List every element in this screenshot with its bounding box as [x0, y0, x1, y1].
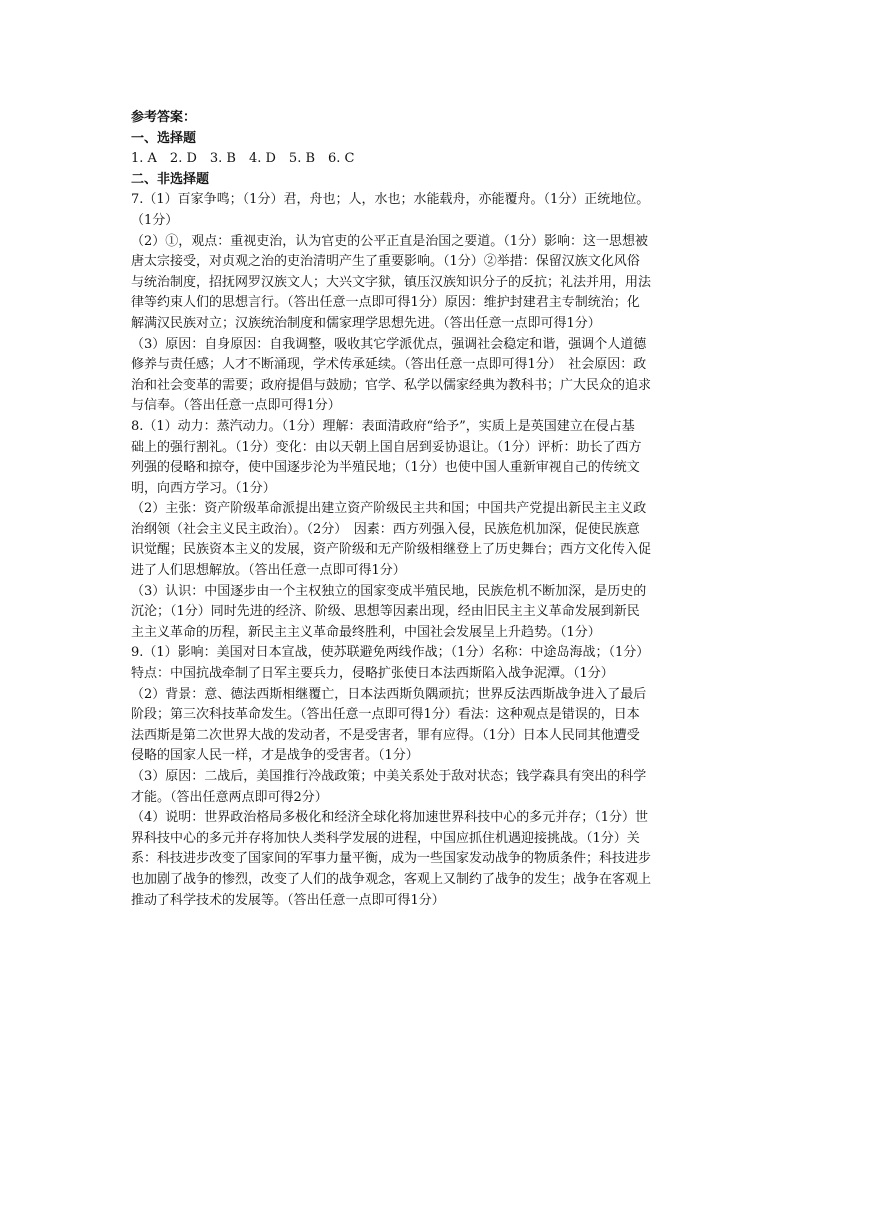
text-line: 沉沦；（1分）同时先进的经济、阶级、思想等因素出现，经由旧民主主义革命发展到新民 [131, 604, 640, 620]
text-line: （3）原因：自身原因：自我调整，吸收其它学派优点，强调社会稳定和谐，强调个人道德 [131, 336, 647, 352]
text-line: （4）说明：世界政治格局多极化和经济全球化将加速世界科技中心的多元并存；（1分）世 [131, 810, 649, 826]
text-line: 界科技中心的多元并存将加快人类科学发展的进程，中国应抓住机遇迎接挑战。（1分）关 [131, 830, 640, 846]
text-line: 8.（1）动力：蒸汽动力。（1分）理解：表面清政府“给予”，实质上是英国建立在侵占基 [131, 418, 635, 434]
text-line: 与信奉。（答出任意一点即可得1分） [131, 398, 341, 414]
text-line: 阶段；第三次科技革命发生。（答出任意一点即可得1分）看法：这种观点是错误的，日本 [131, 707, 640, 723]
text-line: 列强的侵略和掠夺，使中国逐步沦为半殖民地；（1分）也使中国人重新审视自己的传统文 [131, 460, 640, 476]
text-line: （2）①，观点：重视吏治，认为官吏的公平正直是治国之要道。（1分）影响：这一思想被 [131, 233, 649, 249]
text-line: （2）背景：意、德法西斯相继覆亡，日本法西斯负隅顽抗；世界反法西斯战争进入了最后 [131, 686, 647, 702]
text-line: 治和社会变革的需要；政府提倡与鼓励；官学、私学以儒家经典为教科书；广大民众的追求 [131, 377, 652, 393]
answer-body [131, 190, 743, 911]
text-line: 律等约束人们的思想言行。（答出任意一点即可得1分）原因：维护封建君主专制统治；化 [131, 295, 640, 311]
text-line: 与统治制度，招抚网罗汉族文人；大兴文字狱，镇压汉族知识分子的反抗；礼法并用，用法 [131, 274, 652, 290]
section-heading-non-multiple-choice: 二、非选择题 [131, 171, 210, 187]
text-line: （3）认识：中国逐步由一个主权独立的国家变成半殖民地，民族危机不断加深，是历史的 [131, 583, 647, 599]
text-line: 侵略的国家人民一样，才是战争的受害者。（1分） [131, 748, 419, 764]
text-line: 7.（1）百家争鸣；（1分）君，舟也；人，水也；水能载舟，亦能覆舟。（1分）正统地位。 [131, 192, 650, 208]
text-line: 进了人们思想解放。（答出任意一点即可得1分） [131, 563, 406, 579]
text-line: 识觉醒；民族资本主义的发展，资产阶级和无产阶级相继登上了历史舞台；西方文化传入促 [131, 542, 652, 558]
text-line: 唐太宗接受，对贞观之治的吏治清明产生了重要影响。（1分）②举措：保留汉族文化风俗 [131, 254, 640, 270]
answer-key [131, 108, 743, 911]
text-line: 主主义革命的历程，新民主主义革命最终胜利，中国社会发展呈上升趋势。（1分） [131, 624, 601, 640]
text-line: 解满汉民族对立；汉族统治制度和儒家理学思想先进。（答出任意一点即可得1分） [131, 315, 601, 331]
text-line: 修养与责任感；人才不断涌现，学术传承延续。（答出任意一点即可得1分） 社会原因：政 [131, 357, 647, 373]
text-line: 治纲领（社会主义民主政治）。（2分） 因素：西方列强入侵，民族危机加深，促使民族意 [131, 521, 640, 537]
text-line: 系：科技进步改变了国家间的军事力量平衡，成为一些国家发动战争的物质条件；科技进步 [131, 851, 652, 867]
text-line: 础上的强行割礼。（1分）变化：由以天朝上国自居到妥协退让。（1分）评析：助长了西方 [131, 439, 642, 455]
text-line: 也加剧了战争的惨烈，改变了人们的战争观念，客观上又制约了战争的发生；战争在客观上 [131, 871, 652, 887]
text-line: （1分） [131, 212, 179, 228]
text-line: 法西斯是第二次世界大战的发动者，不是受害者，罪有应得。（1分）日本人民同其他遭受 [131, 727, 640, 743]
page-title: 参考答案： [131, 110, 197, 125]
text-line: 才能。（答出任意两点即可得2分） [131, 789, 328, 805]
text-line: （2）主张：资产阶级革命派提出建立资产阶级民主共和国；中国共产党提出新民主主义政 [131, 501, 647, 517]
section-heading-multiple-choice: 一、选择题 [131, 130, 197, 146]
text-line: 明，向西方学习。（1分） [131, 480, 276, 496]
text-line: （3）原因：二战后，美国推行冷战政策；中美关系处于敌对状态；钱学森具有突出的科学 [131, 769, 647, 784]
text-line: 推动了科学技术的发展等。（答出任意一点即可得1分） [131, 892, 445, 908]
multiple-choice-answers: 1. A 2. D 3. B 4. D 5. B 6. C [131, 151, 355, 167]
text-line: 特点：中国抗战牵制了日军主要兵力，侵略扩张使日本法西斯陷入战争泥潭。（1分） [131, 666, 614, 682]
text-line: 9.（1）影响：美国对日本宣战，使苏联避免两线作战；（1分）名称：中途岛海战；（1分） [131, 645, 650, 661]
